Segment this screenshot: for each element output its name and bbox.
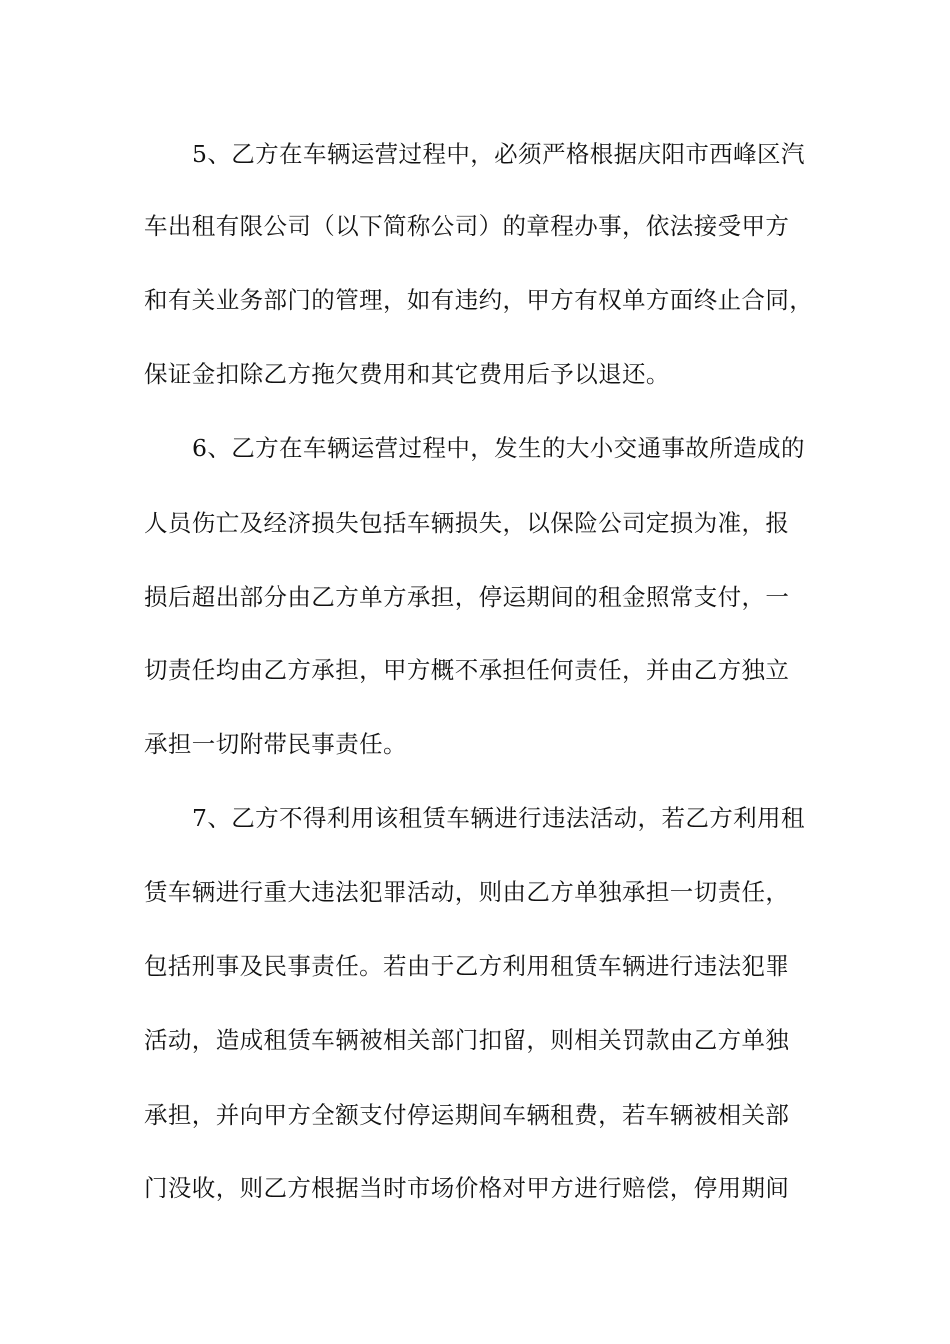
clause-7-line-5: 承担，并向甲方全额支付停运期间车辆租费，若车辆被相关部 xyxy=(144,1101,790,1129)
clause-6-line-2: 人员伤亡及经济损失包括车辆损失，以保险公司定损为准，报 xyxy=(144,509,790,537)
clause-5-line-4: 保证金扣除乙方拖欠费用和其它费用后予以退还。 xyxy=(144,360,670,388)
clause-6-line-4: 切责任均由乙方承担，甲方概不承担任何责任，并由乙方独立 xyxy=(144,656,790,684)
clause-6-line-3: 损后超出部分由乙方单方承担，停运期间的租金照常支付，一 xyxy=(144,583,790,611)
clause-7-line-3: 包括刑事及民事责任。若由于乙方利用租赁车辆进行违法犯罪 xyxy=(144,952,790,980)
clause-5-line-2: 车出租有限公司（以下简称公司）的章程办事，依法接受甲方 xyxy=(144,212,790,240)
clause-5-line-1: 5、乙方在车辆运营过程中，必须严格根据庆阳市西峰区汽 xyxy=(192,140,805,168)
clause-6-line-1: 6、乙方在车辆运营过程中，发生的大小交通事故所造成的 xyxy=(192,434,805,462)
clause-5-line-3: 和有关业务部门的管理，如有违约，甲方有权单方面终止合同， xyxy=(144,286,814,314)
clause-7-line-6: 门没收，则乙方根据当时市场价格对甲方进行赔偿，停用期间 xyxy=(144,1174,790,1202)
clause-7-line-4: 活动，造成租赁车辆被相关部门扣留，则相关罚款由乙方单独 xyxy=(144,1026,790,1054)
clause-6-line-5: 承担一切附带民事责任。 xyxy=(144,730,407,758)
clause-7-line-1: 7、乙方不得利用该租赁车辆进行违法活动，若乙方利用租 xyxy=(192,804,805,832)
clause-7-line-2: 赁车辆进行重大违法犯罪活动，则由乙方单独承担一切责任， xyxy=(144,878,790,906)
